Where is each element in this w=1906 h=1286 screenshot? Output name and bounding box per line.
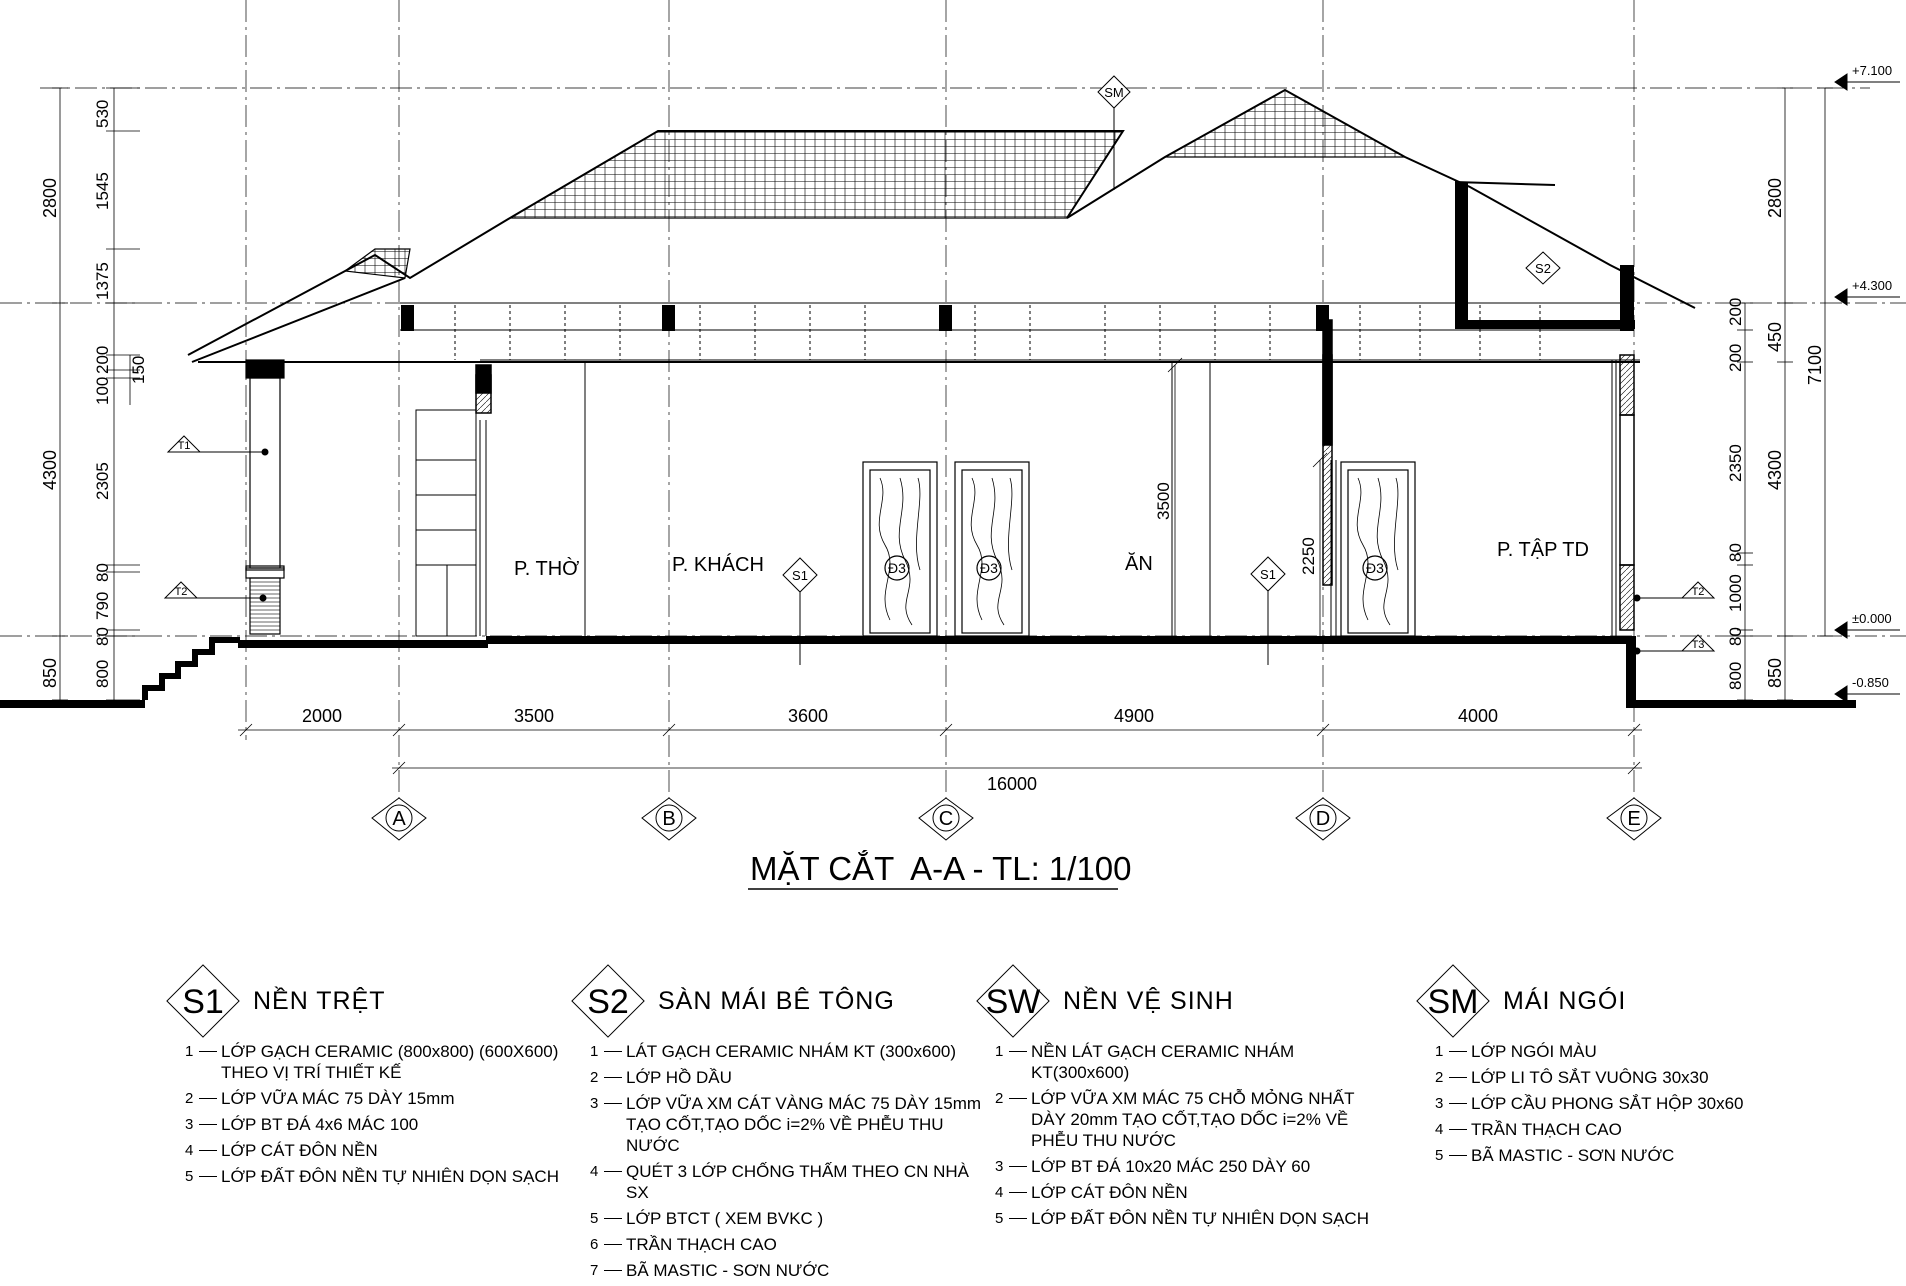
dim-label: 2250 — [1299, 537, 1318, 575]
dim-label: 800 — [1726, 661, 1745, 690]
legend-title: MÁI NGÓI — [1503, 987, 1627, 1015]
legend-sm — [1413, 965, 1773, 1171]
drawing-title: MẶT CẮT A-A - TL: 1/100 — [750, 850, 1132, 887]
legend-title: NỀN VỆ SINH — [1063, 987, 1234, 1015]
interior-dimensions — [1168, 358, 1327, 636]
dim-label: 790 — [93, 591, 112, 620]
svg-text:T1: T1 — [177, 440, 191, 452]
dim-label: 1545 — [93, 172, 112, 210]
dim-label: 150 — [129, 355, 148, 384]
legend-code: SW — [985, 983, 1041, 1021]
dim-label: 7100 — [1805, 344, 1825, 385]
right-inner-dims — [1726, 298, 1745, 690]
room-label: P. THỜ — [514, 558, 580, 580]
level-labels — [1852, 63, 1892, 690]
dim-label: 530 — [93, 99, 112, 128]
legend-item: 4 TRẦN THẠCH CAO — [1435, 1120, 1622, 1139]
dim-label: 2305 — [93, 462, 112, 500]
legend-code: S2 — [587, 983, 629, 1021]
left-outer-dims — [40, 178, 60, 688]
bottom-dimension-lines — [238, 724, 1642, 774]
svg-text:T2: T2 — [1691, 586, 1705, 598]
dim-label: 850 — [40, 657, 60, 688]
room-label: ĂN — [1125, 553, 1153, 575]
svg-text:SM: SM — [1104, 85, 1124, 100]
legend-item: 1 NỀN LÁT GẠCH CERAMIC NHÁM KT(300x600) — [995, 1042, 1295, 1082]
legend-item: 6 TRẦN THẠCH CAO — [590, 1235, 777, 1254]
ceiling-beams — [400, 303, 1640, 360]
dim-label: 4000 — [1457, 706, 1499, 726]
legend-item: 1 LỚP GẠCH CERAMIC (800x800) (600X600) THEO VỊ TRÍ THIẾT KẾ — [185, 1042, 559, 1082]
legend-code: S1 — [182, 983, 224, 1021]
legend-item: 4 LỚP CÁT ĐÔN NỀN — [995, 1183, 1188, 1202]
legend-item: 2 LỚP LI TÔ SẮT VUÔNG 30x30 — [1435, 1068, 1709, 1087]
interior-lines — [585, 360, 1616, 636]
dim-label: 2800 — [1765, 177, 1785, 218]
dim-label: 800 — [93, 659, 112, 688]
legend-sw — [973, 965, 1393, 1234]
dim-label: 200 — [1726, 343, 1745, 372]
floor-slab — [0, 636, 1856, 708]
legend-item: 5 LỚP ĐẤT ĐÔN NỀN TỰ NHIÊN DỌN SẠCH — [995, 1209, 1369, 1228]
dim-label: 850 — [1765, 657, 1785, 688]
door-tag: Đ3 — [888, 560, 906, 576]
room-labels — [514, 538, 1589, 580]
callout-s1 — [1251, 557, 1285, 665]
legend-title: SÀN MÁI BÊ TÔNG — [658, 987, 895, 1015]
dim-label: 4900 — [1113, 706, 1155, 726]
svg-text:C: C — [938, 808, 954, 830]
callout-t1 — [168, 436, 268, 455]
legend-item: 2 LỚP VỮA XM MÁC 75 CHỖ MỎNG NHẤT DÀY 20mm TẠO CỐT,TẠO DỐC i=2% VỀ PHỄU THU NƯỚC — [995, 1089, 1355, 1150]
dim-label: 80 — [1726, 543, 1745, 562]
dim-label: 4300 — [1765, 449, 1785, 490]
legend-item: 2 LỚP VỮA MÁC 75 DÀY 15mm — [185, 1089, 455, 1108]
level-label: +7.100 — [1852, 63, 1893, 78]
door-tag: Đ3 — [980, 560, 998, 576]
legend-item: 7 BÃ MASTIC - SƠN NƯỚC — [590, 1261, 830, 1280]
callout-t3 — [1634, 635, 1714, 654]
dim-label: 1000 — [1726, 574, 1745, 612]
porch-column — [246, 360, 284, 634]
legend-code: SM — [1427, 983, 1479, 1021]
dim-label: 80 — [1726, 627, 1745, 646]
dim-label: 80 — [93, 627, 112, 646]
legend-item: 5 LỚP ĐẤT ĐÔN NỀN TỰ NHIÊN DỌN SẠCH — [185, 1167, 559, 1186]
level-label: ±0.000 — [1852, 611, 1892, 626]
legend-s2 — [568, 965, 988, 1286]
callout-t2 — [1634, 582, 1714, 601]
svg-text:S1: S1 — [1260, 567, 1276, 582]
callout-s1 — [783, 558, 817, 665]
dim-label: 200 — [93, 345, 112, 374]
roof-tiles — [345, 90, 1405, 278]
axis-bubble-b — [642, 798, 696, 840]
axis-bubble-c — [919, 798, 973, 840]
legend-item: 4 LỚP CÁT ĐÔN NỀN — [185, 1141, 378, 1160]
legend-s1 — [163, 965, 583, 1192]
right-mid-dims — [1765, 178, 1785, 688]
entry-stairs — [145, 640, 240, 700]
level-label: +4.300 — [1852, 278, 1893, 293]
dim-label: 450 — [1765, 321, 1785, 352]
dim-label: 3600 — [787, 706, 829, 726]
axis-bubble-e — [1607, 798, 1661, 840]
svg-text:S2: S2 — [1535, 261, 1551, 276]
legend-item: 3 LỚP VỮA XM CÁT VÀNG MÁC 75 DÀY 15mm TẠO CỐT,TẠO DỐC i=2% VỀ PHỄU THU NƯỚC — [590, 1094, 982, 1155]
axis-bubbles — [372, 798, 1661, 840]
legend-item: 3 LỚP BT ĐÁ 10x20 MÁC 250 DÀY 60 — [995, 1157, 1311, 1176]
callout-s2 — [1526, 252, 1560, 284]
legend-item: 5 BÃ MASTIC - SƠN NƯỚC — [1435, 1146, 1675, 1165]
svg-text:E: E — [1627, 808, 1641, 830]
level-markers — [1835, 74, 1900, 702]
svg-text:D: D — [1315, 808, 1331, 830]
dim-label: 2000 — [301, 706, 343, 726]
room-label: P. TẬP TD — [1497, 539, 1589, 561]
svg-text:A: A — [392, 808, 406, 830]
bottom-dims — [302, 706, 1498, 794]
room-label: P. KHÁCH — [672, 554, 764, 576]
beam-sections — [401, 305, 1634, 331]
legend-item: 2 LỚP HỒ DẦU — [590, 1068, 732, 1087]
legend-item: 3 LỚP CẦU PHONG SẮT HỘP 30x60 — [1435, 1094, 1744, 1113]
svg-text:T2: T2 — [174, 586, 188, 598]
legend-item: 1 LỚP NGÓI MÀU — [1435, 1042, 1597, 1061]
dim-label: 1375 — [93, 262, 112, 300]
axis-bubble-a — [372, 798, 426, 840]
door-tag: Đ3 — [1366, 560, 1384, 576]
legend-title: NỀN TRỆT — [253, 987, 386, 1015]
legend-item: 1 LÁT GẠCH CERAMIC NHÁM KT (300x600) — [590, 1042, 957, 1061]
dim-label: 2350 — [1726, 444, 1745, 482]
axis-bubble-d — [1296, 798, 1350, 840]
level-label: -0.850 — [1852, 675, 1889, 690]
left-inner-dims — [93, 100, 148, 688]
legend-item: 4 QUÉT 3 LỚP CHỐNG THẤM THEO CN NHÀ SX — [590, 1162, 969, 1202]
dim-label: 3500 — [513, 706, 555, 726]
dim-label: 3500 — [1154, 482, 1173, 520]
legend-item: 3 LỚP BT ĐÁ 4x6 MÁC 100 — [185, 1115, 419, 1134]
dim-label: 80 — [93, 563, 112, 582]
dim-label: 16000 — [986, 774, 1038, 794]
dim-label: 2800 — [40, 177, 60, 218]
svg-text:T3: T3 — [1691, 639, 1705, 651]
dim-label: 200 — [1726, 297, 1745, 326]
dim-label: 4300 — [40, 449, 60, 490]
right-dimension-lines — [1737, 88, 1833, 708]
altar-cabinet — [416, 410, 486, 636]
svg-text:S1: S1 — [792, 568, 808, 583]
walls — [476, 320, 1634, 630]
svg-text:B: B — [662, 808, 676, 830]
legend-item: 5 LỚP BTCT ( XEM BVKC ) — [590, 1209, 824, 1228]
dim-label: 100 — [93, 376, 112, 405]
